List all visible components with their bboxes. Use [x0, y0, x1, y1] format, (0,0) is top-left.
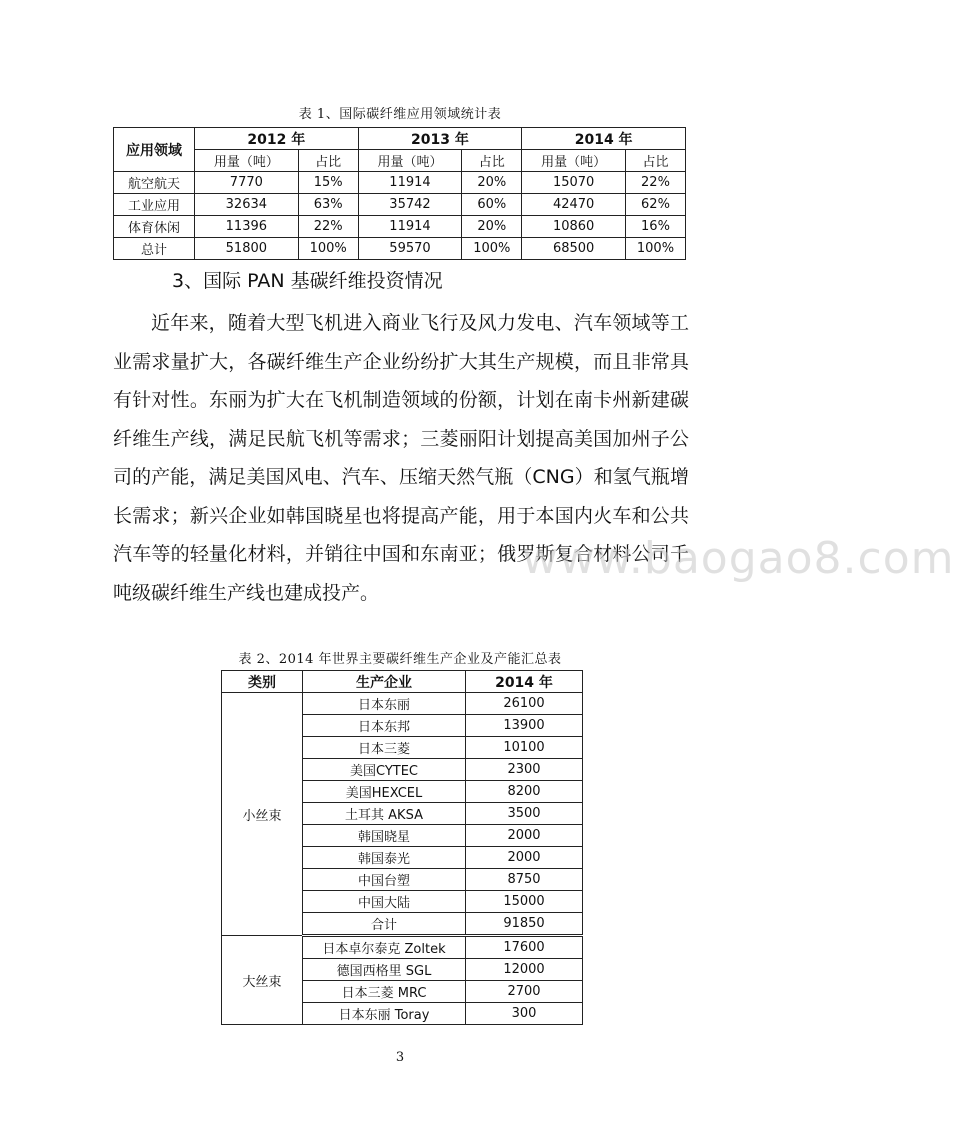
section-heading: 3、国际 PAN 基碳纤维投资情况: [172, 270, 443, 292]
company-name: 日本三菱: [303, 737, 466, 759]
company-name: 日本东丽 Toray: [303, 1003, 466, 1025]
table-cell: 11914: [358, 216, 462, 238]
category-large-tow: 大丝束: [222, 936, 303, 1025]
capacity-value: 2300: [466, 759, 583, 781]
year-header: 2012 年: [195, 128, 359, 150]
sub-header: 用量（吨）: [522, 150, 626, 172]
row-label: 航空航天: [114, 172, 195, 194]
table-cell: 59570: [358, 238, 462, 260]
column-header: 生产企业: [303, 671, 466, 693]
column-header: 2014 年: [466, 671, 583, 693]
table-cell: 20%: [462, 216, 522, 238]
total-value: 91850: [466, 913, 583, 936]
table-row: [222, 693, 583, 715]
table-cell: 15%: [298, 172, 358, 194]
capacity-value: 15000: [466, 891, 583, 913]
table-cell: 22%: [298, 216, 358, 238]
table-cell: 68500: [522, 238, 626, 260]
row-label: 总计: [114, 238, 195, 260]
table-cell: 100%: [462, 238, 522, 260]
year-header: 2013 年: [358, 128, 522, 150]
table-cell: 42470: [522, 194, 626, 216]
capacity-value: 17600: [466, 936, 583, 959]
column-header: 类别: [222, 671, 303, 693]
table1-caption: 表 1、国际碳纤维应用领域统计表: [298, 107, 502, 122]
producers-table: [221, 670, 583, 1025]
sub-header: 占比: [462, 150, 522, 172]
row-label: 工业应用: [114, 194, 195, 216]
capacity-value: 10100: [466, 737, 583, 759]
table-cell: 100%: [625, 238, 685, 260]
table-cell: 35742: [358, 194, 462, 216]
total-label: 合计: [303, 913, 466, 936]
table-row: [114, 216, 686, 238]
row-label: 体育休闲: [114, 216, 195, 238]
capacity-value: 3500: [466, 803, 583, 825]
table-cell: 20%: [462, 172, 522, 194]
table-row-total: [114, 238, 686, 260]
table-cell: 22%: [625, 172, 685, 194]
sub-header: 用量（吨）: [358, 150, 462, 172]
table-row: [222, 936, 583, 959]
company-name: 韩国泰光: [303, 847, 466, 869]
capacity-value: 13900: [466, 715, 583, 737]
company-name: 日本卓尔泰克 Zoltek: [303, 936, 466, 959]
table-row: [114, 194, 686, 216]
table-cell: 51800: [195, 238, 299, 260]
company-name: 日本东丽: [303, 693, 466, 715]
capacity-value: 12000: [466, 959, 583, 981]
capacity-value: 8750: [466, 869, 583, 891]
capacity-value: 300: [466, 1003, 583, 1025]
table-cell: 11914: [358, 172, 462, 194]
capacity-value: 2000: [466, 825, 583, 847]
company-name: 德国西格里 SGL: [303, 959, 466, 981]
table-cell: 7770: [195, 172, 299, 194]
application-stats-table: [113, 127, 686, 260]
table-row: [114, 172, 686, 194]
company-name: 韩国晓星: [303, 825, 466, 847]
category-small-tow: 小丝束: [222, 693, 303, 936]
company-name: 中国台塑: [303, 869, 466, 891]
table-cell: 60%: [462, 194, 522, 216]
year-header: 2014 年: [522, 128, 686, 150]
table-cell: 15070: [522, 172, 626, 194]
table2-caption: 表 2、2014 年世界主要碳纤维生产企业及产能汇总表: [238, 652, 562, 667]
table-cell: 63%: [298, 194, 358, 216]
company-name: 日本东邦: [303, 715, 466, 737]
company-name: 美国HEXCEL: [303, 781, 466, 803]
body-paragraph: 近年来，随着大型飞机进入商业飞行及风力发电、汽车领域等工业需求量扩大，各碳纤维生产企业纷纷扩大其生产规模，而且非常具有针对性。东丽为扩大在飞机制造领域的份额，计划在南卡州新建碳纤维生产线，满足民航飞机等需求；三菱丽阳计划提高美国加州子公司的产能，满足美国风电、汽车、压缩天然气瓶（CNG）和氢气瓶增长需求；新兴企业如韩国晓星也将提高产能，用于本国内火车和公共汽车等的轻量化材料，并销往中国和东南亚；俄罗斯复合材料公司千吨级碳纤维生产线也建成投产。: [113, 312, 689, 604]
company-name: 日本三菱 MRC: [303, 981, 466, 1003]
company-name: 美国CYTEC: [303, 759, 466, 781]
capacity-value: 8200: [466, 781, 583, 803]
row-header: 应用领域: [114, 128, 195, 172]
table-cell: 16%: [625, 216, 685, 238]
page-number: 3: [395, 1050, 405, 1065]
capacity-value: 2000: [466, 847, 583, 869]
sub-header: 用量（吨）: [195, 150, 299, 172]
sub-header: 占比: [298, 150, 358, 172]
table-cell: 62%: [625, 194, 685, 216]
watermark: www.baogao8.com: [522, 533, 954, 584]
sub-header: 占比: [625, 150, 685, 172]
company-name: 土耳其 AKSA: [303, 803, 466, 825]
company-name: 中国大陆: [303, 891, 466, 913]
capacity-value: 26100: [466, 693, 583, 715]
table-cell: 32634: [195, 194, 299, 216]
table-cell: 100%: [298, 238, 358, 260]
table-cell: 11396: [195, 216, 299, 238]
capacity-value: 2700: [466, 981, 583, 1003]
table-cell: 10860: [522, 216, 626, 238]
